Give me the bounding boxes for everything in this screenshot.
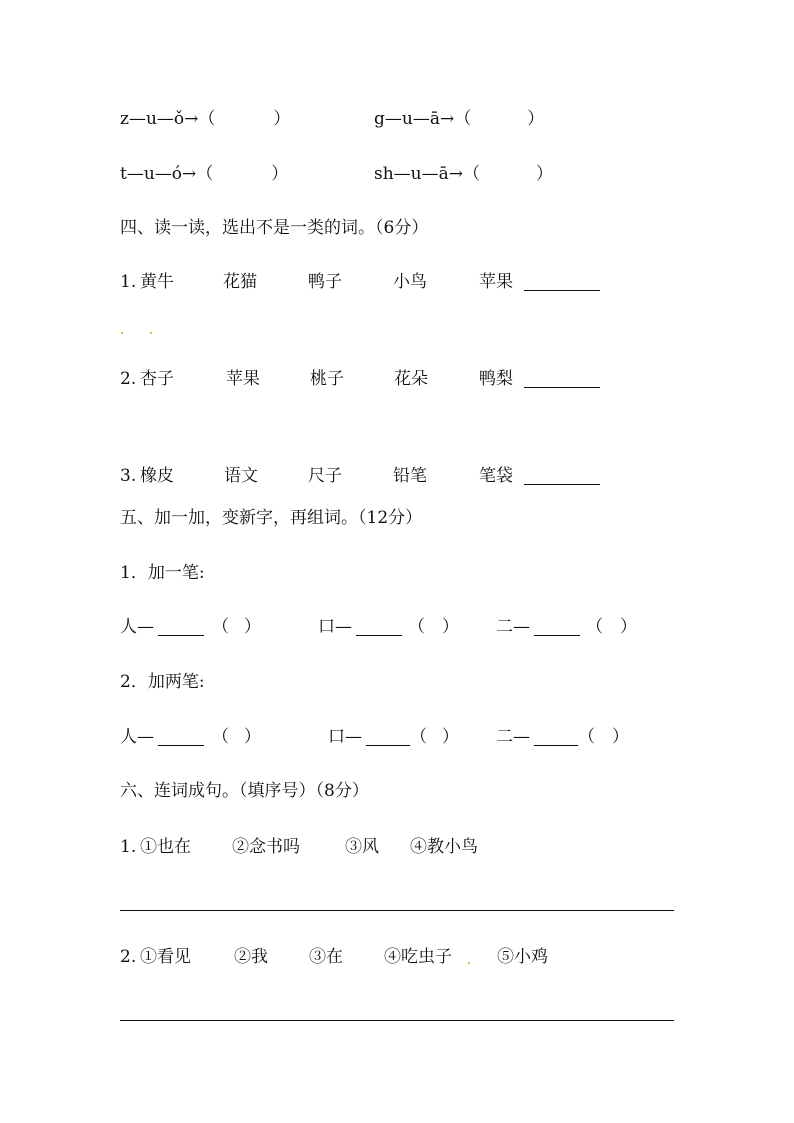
section-4-heading: 四、读一读，选出不是一类的词。（6分） [120,218,429,238]
s4-q3-word-4: 铅笔 [393,466,427,486]
pinyin-item-shua [374,163,553,185]
s4-q2-word-2: 苹果 [226,369,260,389]
s6-q2-answer-line[interactable] [120,1020,674,1021]
s6-q1-item-3: ③风 [345,837,379,857]
s5-sub1-label: 1．加一笔: [120,563,205,583]
s4-q2-word-5: 鸭梨 [479,369,513,389]
scan-dot [121,332,123,334]
s6-q1-item-2: ②念书吗 [232,837,300,857]
s6-q1-num: 1. [120,837,137,857]
s4-q3-answer-blank[interactable] [524,468,600,485]
s5-r2-blank-1[interactable] [158,729,204,746]
pinyin-text: sh—u—ā→（ [374,164,481,184]
s6-q2-item-2: ②我 [234,947,268,967]
s4-q1-word-1: 黄牛 [140,272,174,292]
close-paren: ） [527,109,545,129]
scan-dot [468,962,470,964]
s5-r2-char-2: 口— [328,727,362,747]
s5-r1-rparen-3: ） [620,617,637,637]
s5-r1-char-2: 口— [318,617,352,637]
s4-q3-word-1: 橡皮 [140,466,174,486]
s5-r1-char-3: 二— [496,617,530,637]
s5-r2-lparen-3: （ [578,727,595,747]
scan-dot [150,332,152,334]
s4-q3-word-5: 笔袋 [479,466,513,486]
s6-q2-num: 2. [120,947,137,967]
s4-q1-answer-blank[interactable] [524,274,600,291]
close-paren: ） [273,109,291,129]
s5-r2-lparen-1: （ [212,727,229,747]
s5-r2-char-3: 二— [496,727,530,747]
pinyin-item-zuo [120,108,290,130]
s4-q2-word-1: 杏子 [140,369,174,389]
s5-r2-rparen-1: ） [244,727,261,747]
s5-r2-blank-3[interactable] [534,729,578,746]
s4-q2-word-3: 桃子 [310,369,344,389]
s5-r1-blank-3[interactable] [534,619,580,636]
s5-r1-blank-2[interactable] [356,619,402,636]
pinyin-text: t—u—ó→（ [120,164,214,184]
pinyin-text: g—u—ā→（ [374,109,472,129]
s4-q1-word-2: 花猫 [223,272,257,292]
s4-q2-word-4: 花朵 [394,369,428,389]
section-6-heading: 六、连词成句。（填序号）（8分） [120,781,369,801]
s6-q1-answer-line[interactable] [120,910,674,911]
s5-r1-lparen-3: （ [586,617,603,637]
s5-r2-rparen-3: ） [612,727,629,747]
s5-r2-char-1: 人— [120,727,154,747]
s6-q2-item-5: ⑤小鸡 [497,947,548,967]
s6-q1-item-4: ④教小鸟 [410,837,478,857]
s4-q3-num: 3. [120,466,137,486]
s4-q2-num: 2. [120,369,137,389]
s4-q1-word-4: 小鸟 [393,272,427,292]
s4-q2-answer-blank[interactable] [524,371,600,388]
s5-r2-blank-2[interactable] [366,729,410,746]
close-paren: ） [536,164,554,184]
s4-q1-num: 1. [120,272,137,292]
s6-q2-item-4: ④吃虫子 [384,947,452,967]
s5-r1-char-1: 人— [120,617,154,637]
s5-r1-lparen-1: （ [212,617,229,637]
s5-r1-rparen-1: ） [244,617,261,637]
s4-q3-word-2: 语文 [224,466,258,486]
s5-r1-lparen-2: （ [408,617,425,637]
s5-r2-rparen-2: ） [442,727,459,747]
s5-r1-rparen-2: ） [442,617,459,637]
s5-r2-lparen-2: （ [410,727,427,747]
s5-r1-blank-1[interactable] [158,619,204,636]
s6-q2-item-3: ③在 [309,947,343,967]
pinyin-text: z—u—ǒ→（ [120,109,216,129]
s6-q2-item-1: ①看见 [140,947,191,967]
pinyin-item-gua [374,108,544,130]
s6-q1-item-1: ①也在 [140,837,191,857]
s4-q1-word-3: 鸭子 [308,272,342,292]
s4-q1-word-5: 苹果 [479,272,513,292]
s4-q3-word-3: 尺子 [308,466,342,486]
section-5-heading: 五、加一加，变新字，再组词。（12分） [120,508,423,528]
close-paren: ） [271,164,289,184]
s5-sub2-label: 2．加两笔: [120,672,205,692]
pinyin-item-tuo [120,163,288,185]
